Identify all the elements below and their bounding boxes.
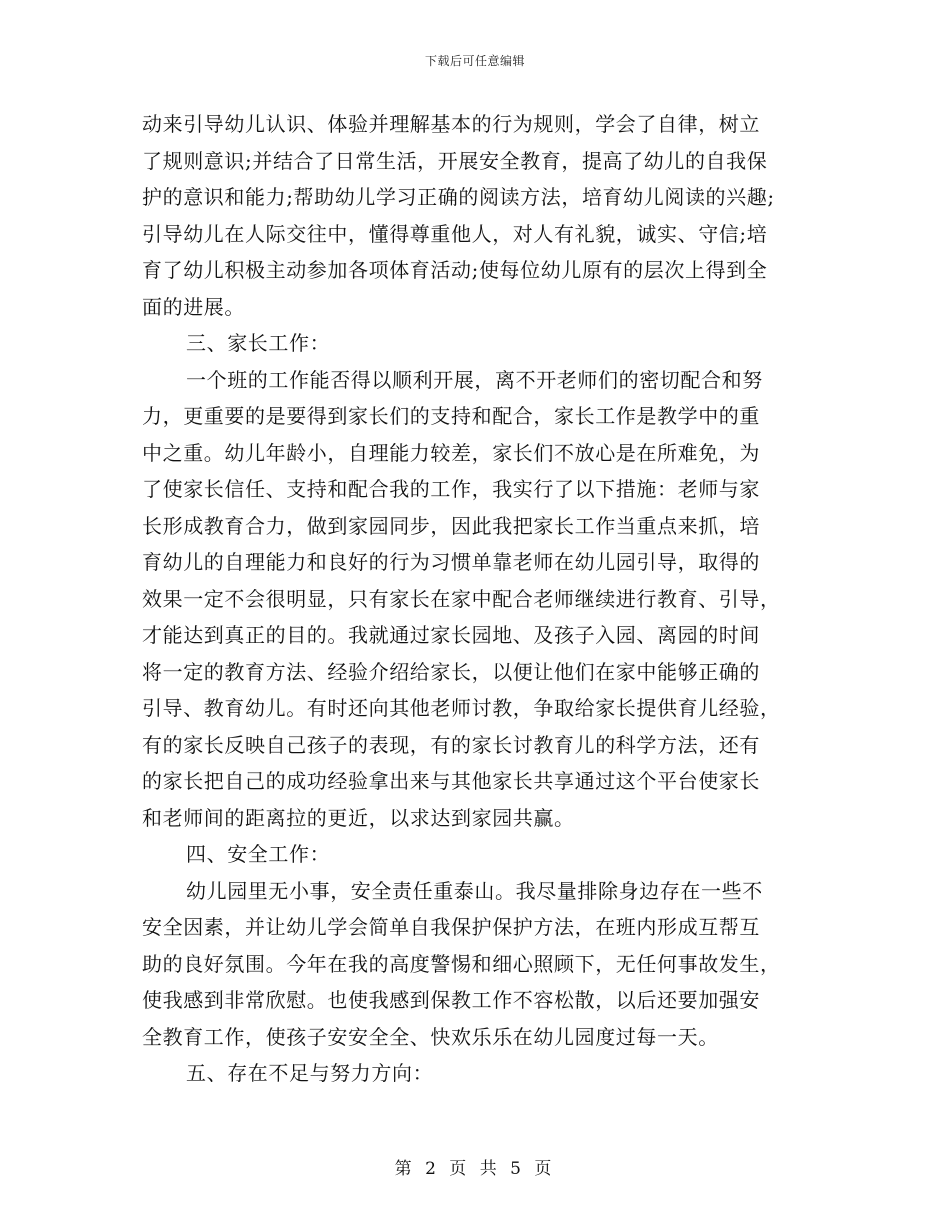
text-line: 力，更重要的是要得到家长们的支持和配合，家长工作是教学中的重 — [142, 404, 760, 428]
paragraph-first-line: 一个班的工作能否得以顺利开展，离不开老师们的密切配合和努 — [186, 367, 763, 392]
text-line: 面的进展。 — [142, 294, 245, 319]
text-line: 的家长把自己的成功经验拿出来与其他家长共享通过这个平台使家长 — [142, 769, 760, 793]
text-line: 才能达到真正的目的。我就通过家长园地、及孩子入园、离园的时间 — [142, 623, 760, 647]
text-line: 育了幼儿积极主动参加各项体育活动;使每位幼儿原有的层次上得到全 — [142, 258, 768, 282]
section-heading: 四、安全工作： — [186, 842, 331, 866]
text-line: 使我感到非常欣慰。也使我感到保教工作不容松散，以后还要加强安 — [142, 988, 760, 1012]
section-heading: 三、家长工作： — [186, 331, 331, 355]
text-line: 引导幼儿在人际交往中，懂得尊重他人，对人有礼貌，诚实、守信;培 — [142, 221, 768, 246]
document-body — [142, 106, 818, 1092]
text-line: 助的良好氛围。今年在我的高度警惕和细心照顾下，无任何事故发生， — [142, 951, 781, 976]
text-line: 长形成教育合力，做到家园同步，因此我把家长工作当重点来抓，培 — [142, 513, 760, 538]
text-line: 效果一定不会很明显，只有家长在家中配合老师继续进行教育、引导， — [142, 586, 781, 611]
text-line: 护的意识和能力;帮助幼儿学习正确的阅读方法，培育幼儿阅读的兴趣; — [142, 185, 775, 209]
text-line: 安全因素，并让幼儿学会简单自我保护保护方法，在班内形成互帮互 — [142, 915, 760, 939]
text-line: 了使家长信任、支持和配合我的工作，我实行了以下措施：老师与家 — [142, 477, 760, 501]
page-number: 第 2 页 共 5 页 — [394, 1159, 556, 1179]
text-line: 了规则意识;并结合了日常生活，开展安全教育，提高了幼儿的自我保 — [142, 148, 768, 173]
text-line: 育幼儿的自理能力和良好的行为习惯单靠老师在幼儿园引导，取得的 — [142, 550, 760, 574]
text-line: 有的家长反映自己孩子的表现，有的家长讨教育儿的科学方法，还有 — [142, 732, 760, 757]
text-line: 动来引导幼儿认识、体验并理解基本的行为规则，学会了自律，树立 — [142, 112, 760, 136]
page-header: 下载后可任意编辑 — [424, 54, 525, 68]
text-line: 和老师间的距离拉的更近，以求达到家园共赢。 — [142, 805, 575, 830]
text-line: 引导、教育幼儿。有时还向其他老师讨教，争取给家长提供育儿经验， — [142, 696, 781, 720]
text-line: 将一定的教育方法、经验介绍给家长，以便让他们在家中能够正确的 — [142, 659, 760, 684]
text-line: 中之重。幼儿年龄小，自理能力较差，家长们不放心是在所难免，为 — [142, 440, 760, 465]
section-heading: 五、存在不足与努力方向： — [186, 1061, 434, 1085]
paragraph-first-line: 幼儿园里无小事，安全责任重泰山。我尽量排除身边存在一些不 — [186, 878, 763, 903]
text-line: 全教育工作，使孩子安安全全、快欢乐乐在幼儿园度过每一天。 — [142, 1024, 719, 1049]
